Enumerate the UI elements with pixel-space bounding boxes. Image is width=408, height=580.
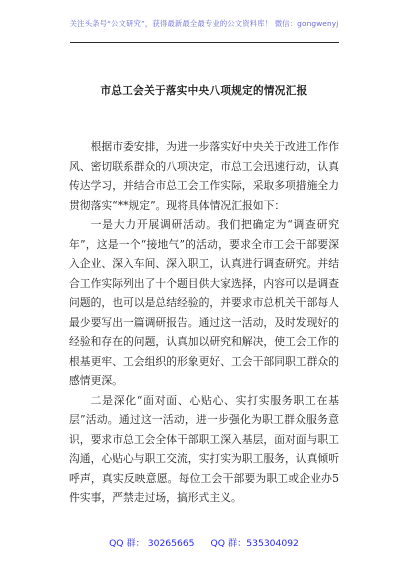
qq-group-1: QQ 群： 30265665 [109,538,195,549]
header-divider [70,42,339,43]
qq-group-2: QQ 群：535304092 [210,538,299,549]
header-banner: 关注头条号“公文研究”，获得最新最全最专业的公文资料库！ 微信：gongwenyj [69,19,339,28]
paragraph-service: 二是深化“面对面、心贴心、实打实服务职工在基层”活动。通过这一活动，进一步强化为职工群众服务意识，要求市总工会全体干部职工深入基层，面对面与职工沟通，心贴心与职工交流，实打实为职工服务，认真倾听呼声，真实反映意愿。每位工会干部要为职工或企业办5件实事，严禁走过场，搞形式主义。 [69,393,339,504]
document-body [69,137,339,508]
paragraph-intro: 根据市委安排，为进一步落实好中央关于改进工作作风、密切联系群众的八项决定，市总工会迅速行动，认真传达学习，并结合市总工会工作实际，采取多项措施全力贯彻落实“**规定”。现将具体情况汇报如下： [69,140,339,212]
paragraph-research: 一是大力开展调研活动。我们把确定为“调查研究年”，这是一个“接地气”的活动，要求全市工会干部要深入企业、深入车间、深入职工，认真进行调查研究。并结合工作实际列出了十个题目供大家选择，内容可以是调查问题的，也可以是总结经验的，并要求市总机关干部每人最少要写出一篇调研报告。通过这一活动，及时发现好的经验和存在的问题，认真加以研究和解决，使工会工作的根基更牢、工会组织的形象更好、工会干部同职工群众的感情更深。 [69,218,339,387]
footer-qq-groups [0,535,408,549]
document-title: 市总工会关于落实中央八项规定的情况汇报 [100,85,308,97]
